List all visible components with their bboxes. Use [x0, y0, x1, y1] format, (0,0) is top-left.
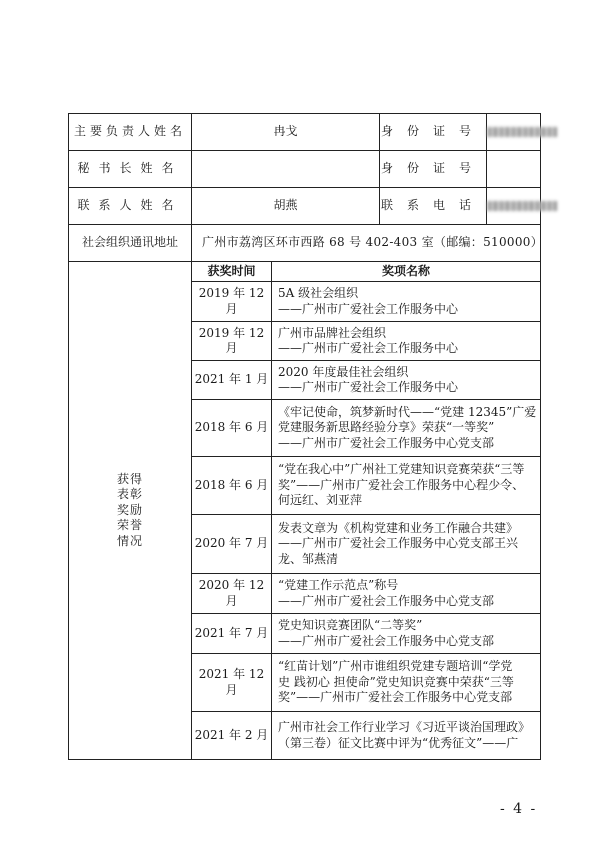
contact-row	[69, 188, 541, 225]
award-name	[272, 515, 541, 574]
awards-title-line: 获得	[116, 471, 143, 486]
awards-title-line: 荣誉	[116, 518, 143, 533]
leader-id-label: 身份证号	[380, 114, 487, 151]
award-name	[272, 282, 541, 322]
award-name-line: 党史知识竞赛团队“二等奖”	[278, 618, 423, 632]
registration-form-table	[68, 113, 544, 760]
award-name-line: （第三卷）征文比赛中评为“优秀征文”——广	[278, 735, 519, 750]
award-name	[272, 400, 541, 457]
phone-label: 联系电话	[380, 188, 487, 225]
award-name-line: 广州市品牌社会组织	[278, 325, 387, 340]
award-name-line: 党建服务新思路经验分享》荣获“一等奖”	[278, 420, 495, 435]
award-name-line: ——广州市广爱社会工作服务中心党支部	[278, 593, 495, 608]
awards-header-row	[69, 262, 541, 282]
award-name-line: ——广州市广爱社会工作服务中心	[278, 301, 459, 316]
award-name-line: “党建工作示范点”称号	[278, 578, 399, 592]
secretary-id-label: 身份证号	[380, 151, 487, 188]
awards-title-line: 情况	[116, 533, 143, 548]
phone-value	[487, 188, 541, 225]
award-name	[272, 712, 541, 760]
award-date: 2018 年 6 月	[192, 400, 272, 457]
award-date: 2021 年 2 月	[192, 712, 272, 760]
contact-label: 联系人姓名	[69, 188, 192, 225]
award-name-line: ——广州市广爱社会工作服务中心党支部王兴	[278, 536, 519, 551]
award-name	[272, 654, 541, 712]
award-date: 2020 年 7 月	[192, 515, 272, 574]
award-name	[272, 457, 541, 515]
leader-label: 主要负责人姓名	[69, 114, 192, 151]
award-name	[272, 614, 541, 654]
award-date: 2018 年 6 月	[192, 457, 272, 515]
secretary-row	[69, 151, 541, 188]
redacted-phone-number	[487, 201, 557, 211]
award-name-line: 史 践初心 担使命”党史知识竞赛中荣获“三等	[278, 674, 514, 689]
leader-name: 冉戈	[192, 114, 380, 151]
address-value: 广州市荔湾区环市西路 68 号 402-403 室（邮编：510000）	[192, 225, 541, 262]
award-name-header: 奖项名称	[272, 262, 541, 282]
award-date: 2021 年 1 月	[192, 361, 272, 400]
award-date: 2020 年 12 月	[192, 574, 272, 614]
award-date: 2021 年 12 月	[192, 654, 272, 712]
award-name-line: ——广州市广爱社会工作服务中心党支部	[278, 633, 495, 648]
awards-title-line: 表彰	[116, 487, 143, 502]
award-date-header: 获奖时间	[192, 262, 272, 282]
award-name-line: ——广州市广爱社会工作服务中心党支部	[278, 435, 495, 450]
address-label: 社会组织通讯地址	[69, 225, 192, 262]
award-date: 2021 年 7 月	[192, 614, 272, 654]
award-name-line: 2020 年度最佳社会组织	[278, 364, 409, 379]
award-name-line: 《牢记使命，筑梦新时代——“党建 12345”广爱	[278, 404, 537, 419]
secretary-name	[192, 151, 380, 188]
leader-id-value	[487, 114, 541, 151]
award-name-line: 何远红、刘亚萍	[278, 493, 363, 508]
award-name	[272, 322, 541, 361]
awards-section-title	[69, 262, 192, 760]
award-date: 2019 年 12 月	[192, 282, 272, 322]
redacted-id-number	[487, 127, 557, 137]
award-name-line: ——广州市广爱社会工作服务中心	[278, 380, 459, 394]
secretary-label: 秘书长姓名	[69, 151, 192, 188]
award-name-line: “党在我心中”广州社工党建知识竞赛荣获“三等	[278, 462, 525, 477]
contact-name: 胡燕	[192, 188, 380, 225]
leader-row	[69, 114, 541, 151]
secretary-id-value	[487, 151, 541, 188]
award-name-line: 发表文章为《机构党建和业务工作融合共建》	[278, 520, 519, 535]
page-number: - 4 -	[500, 801, 538, 817]
award-name-line: 奖”——广州市广爱社会工作服务中心党支部	[278, 690, 513, 705]
award-name	[272, 574, 541, 614]
award-name-line: ——广州市广爱社会工作服务中心	[278, 341, 459, 355]
award-name-line: 广州市社会工作行业学习《习近平谈治国理政》	[278, 720, 531, 734]
awards-title-line: 奖励	[116, 502, 143, 517]
award-name	[272, 361, 541, 400]
award-name-line: “红苗计划”广州市谁组织党建专题培训“学党	[278, 659, 513, 674]
award-name-line: 5A 级社会组织	[278, 286, 359, 300]
address-row	[69, 225, 541, 262]
award-name-line: 龙、邹燕清	[278, 551, 339, 566]
award-name-line: 奖”——广州市广爱社会工作服务中心程少令、	[278, 477, 525, 492]
award-date: 2019 年 12 月	[192, 322, 272, 361]
